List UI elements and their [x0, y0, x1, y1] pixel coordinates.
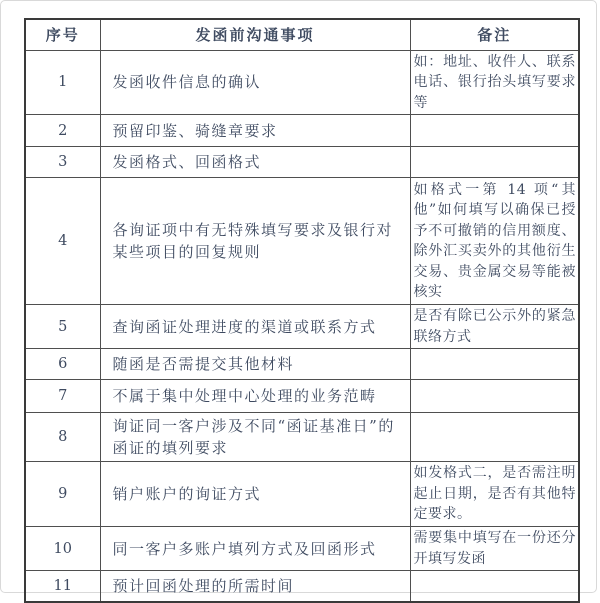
- row-number: 5: [25, 305, 100, 349]
- row-number: 8: [25, 413, 100, 462]
- table-body: [25, 50, 579, 602]
- row-number: 10: [25, 527, 100, 571]
- row-note: 如：地址、收件人、联系电话、银行抬头填写要求等: [410, 50, 579, 115]
- row-item: 发函收件信息的确认: [100, 50, 410, 115]
- row-note: [410, 147, 579, 178]
- table-row: [25, 115, 579, 147]
- row-item: 销户账户的询证方式: [100, 462, 410, 527]
- column-header-item: 发函前沟通事项: [100, 19, 410, 50]
- table-row: [25, 380, 579, 413]
- row-item: 发函格式、回函格式: [100, 147, 410, 178]
- row-item: 查询函证处理进度的渠道或联系方式: [100, 305, 410, 349]
- row-number: 7: [25, 380, 100, 413]
- row-note: [410, 380, 579, 413]
- table-row: [25, 50, 579, 115]
- row-note: [410, 571, 579, 602]
- table-row: [25, 147, 579, 178]
- row-note: 如发格式二，是否需注明起止日期，是否有其他特定要求。: [410, 462, 579, 527]
- row-number: 6: [25, 349, 100, 380]
- row-item: 预计回函处理的所需时间: [100, 571, 410, 602]
- row-item: 不属于集中处理中心处理的业务范畴: [100, 380, 410, 413]
- row-note: 是否有除已公示外的紧急联络方式: [410, 305, 579, 349]
- table-row: [25, 349, 579, 380]
- row-number: 2: [25, 115, 100, 147]
- table-header: [25, 19, 579, 50]
- row-number: 11: [25, 571, 100, 602]
- table-row: [25, 305, 579, 349]
- header-row: [25, 19, 579, 50]
- row-number: 4: [25, 178, 100, 305]
- row-note: [410, 115, 579, 147]
- row-note: [410, 349, 579, 380]
- table-row: [25, 571, 579, 602]
- pre-letter-communication-table: [24, 18, 580, 603]
- table-row: [25, 462, 579, 527]
- row-number: 1: [25, 50, 100, 115]
- table-row: [25, 178, 579, 305]
- row-note: [410, 413, 579, 462]
- row-note: 需要集中填写在一份还分开填写发函: [410, 527, 579, 571]
- row-note: 如格式一第 14 项“其他”如何填写以确保已授予不可撤销的信用额度、除外汇买卖外的其他衍生交易、贵金属交易等能被核实: [410, 178, 579, 305]
- row-item: 预留印鉴、骑缝章要求: [100, 115, 410, 147]
- table-row: [25, 527, 579, 571]
- table-row: [25, 413, 579, 462]
- row-number: 9: [25, 462, 100, 527]
- row-number: 3: [25, 147, 100, 178]
- column-header-number: 序号: [25, 19, 100, 50]
- row-item: 询证同一客户涉及不同“函证基准日”的函证的填列要求: [100, 413, 410, 462]
- row-item: 各询证项中有无特殊填写要求及银行对某些项目的回复规则: [100, 178, 410, 305]
- column-header-note: 备注: [410, 19, 579, 50]
- row-item: 随函是否需提交其他材料: [100, 349, 410, 380]
- row-item: 同一客户多账户填列方式及回函形式: [100, 527, 410, 571]
